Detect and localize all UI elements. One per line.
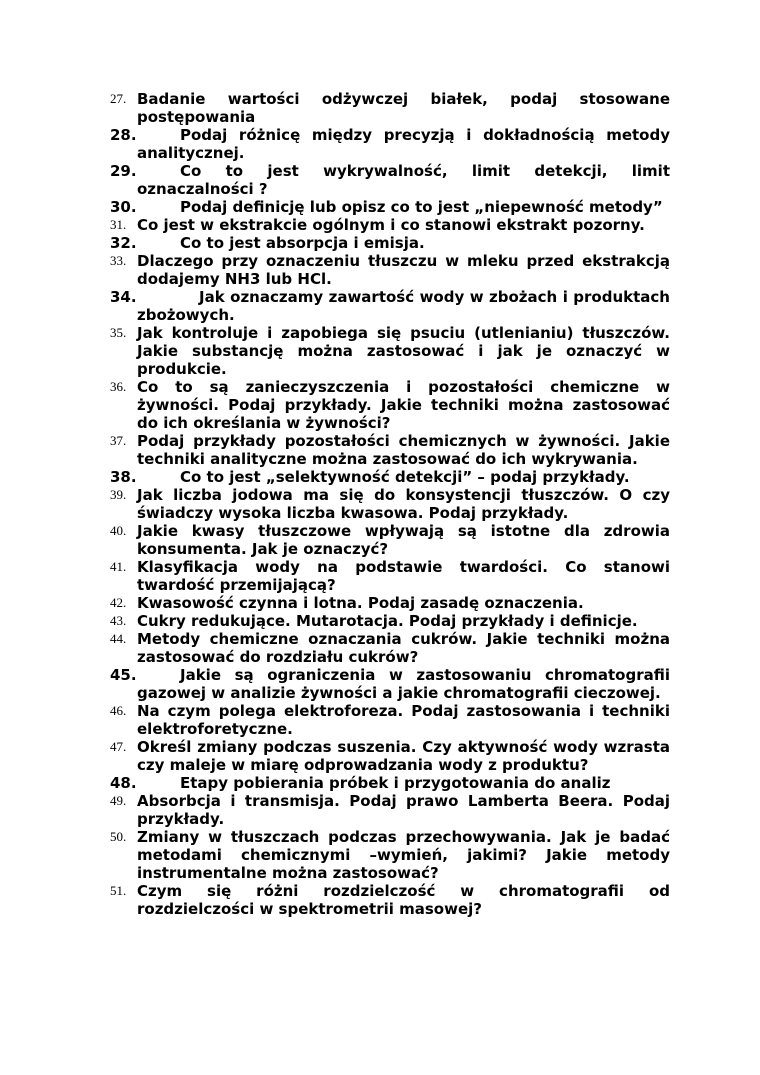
question-text: Badanie wartości odżywczej białek, podaj stosowane postępowania — [137, 90, 670, 126]
question-47 — [110, 738, 670, 774]
question-number: 31. — [110, 217, 127, 232]
question-number: 29. — [110, 162, 137, 180]
question-45 — [110, 666, 670, 702]
question-text: Co to jest wykrywalność, limit detekcji, limit oznaczalności ? — [137, 162, 670, 198]
question-40 — [110, 522, 670, 558]
question-44 — [110, 630, 670, 666]
question-text: Absorbcja i transmisja. Podaj prawo Lamberta Beera. Podaj przykłady. — [137, 792, 670, 828]
question-text: Jakie są ograniczenia w zastosowaniu chromatografii gazowej w analizie żywności a jakie chromatografii cieczowej. — [137, 666, 670, 702]
question-30 — [110, 198, 670, 216]
question-text: Dlaczego przy oznaczeniu tłuszczu w mleku przed ekstrakcją dodajemy NH3 lub HCl. — [137, 252, 670, 288]
question-number: 43. — [110, 613, 127, 628]
question-number: 34. — [110, 288, 137, 306]
question-number: 40. — [110, 523, 127, 538]
question-39 — [110, 486, 670, 522]
question-number: 45. — [110, 666, 137, 684]
question-text: Kwasowość czynna i lotna. Podaj zasadę oznaczenia. — [137, 594, 584, 612]
question-number: 27. — [110, 91, 127, 106]
question-50 — [110, 828, 670, 882]
question-text: Czym się różni rozdzielczość w chromatografii od rozdzielczości w spektrometrii masowej? — [137, 882, 670, 918]
question-33 — [110, 252, 670, 288]
question-49 — [110, 792, 670, 828]
question-number: 44. — [110, 631, 127, 646]
question-number: 39. — [110, 487, 127, 502]
question-48 — [110, 774, 670, 792]
question-number: 28. — [110, 126, 137, 144]
question-text: Określ zmiany podczas suszenia. Czy aktywność wody wzrasta czy maleje w miarę odprowadzania wody z produktu? — [137, 738, 670, 774]
question-number: 38. — [110, 468, 137, 486]
question-text: Podaj definicję lub opisz co to jest „niepewność metody” — [180, 198, 663, 216]
question-text: Co jest w ekstrakcie ogólnym i co stanowi ekstrakt pozorny. — [137, 216, 645, 234]
question-27 — [110, 90, 670, 126]
question-42 — [110, 594, 670, 612]
question-number: 33. — [110, 253, 127, 268]
question-41 — [110, 558, 670, 594]
question-text: Cukry redukujące. Mutarotacja. Podaj przykłady i definicje. — [137, 612, 638, 630]
question-text: Na czym polega elektroforeza. Podaj zastosowania i techniki elektroforetyczne. — [137, 702, 670, 738]
question-text: Co to jest „selektywność detekcji” – podaj przykłady. — [180, 468, 630, 486]
question-text: Jak kontroluje i zapobiega się psuciu (utlenianiu) tłuszczów. Jakie substancję można zastosować i jak je oznaczyć w produkcie. — [137, 324, 670, 378]
question-36 — [110, 378, 670, 432]
question-32 — [110, 234, 670, 252]
question-text: Zmiany w tłuszczach podczas przechowywania. Jak je badać metodami chemicznymi –wymień, jakimi? Jakie metody instrumentalne można zastosować? — [137, 828, 670, 882]
question-number: 49. — [110, 793, 127, 808]
question-29 — [110, 162, 670, 198]
question-number: 48. — [110, 774, 137, 792]
question-28 — [110, 126, 670, 162]
question-number: 47. — [110, 739, 127, 754]
question-text: Jak oznaczamy zawartość wody w zbożach i produktach zbożowych. — [137, 288, 670, 324]
question-number: 50. — [110, 829, 127, 844]
question-text: Jak liczba jodowa ma się do konsystencji tłuszczów. O czy świadczy wysoka liczba kwasowa. Podaj przykłady. — [137, 486, 670, 522]
question-number: 46. — [110, 703, 127, 718]
question-list — [110, 90, 670, 918]
question-number: 36. — [110, 379, 127, 394]
question-text: Podaj przykłady pozostałości chemicznych w żywności. Jakie techniki analityczne można zastosować do ich wykrywania. — [137, 432, 670, 468]
question-34 — [110, 288, 670, 324]
question-text: Co to są zanieczyszczenia i pozostałości chemiczne w żywności. Podaj przykłady. Jakie techniki można zastosować do ich określania w żywności? — [137, 378, 670, 432]
question-31 — [110, 216, 670, 234]
question-text: Metody chemiczne oznaczania cukrów. Jakie techniki można zastosować do rozdziału cukrów? — [137, 630, 670, 666]
question-text: Jakie kwasy tłuszczowe wpływają są istotne dla zdrowia konsumenta. Jak je oznaczyć? — [137, 522, 670, 558]
question-number: 32. — [110, 234, 137, 252]
question-43 — [110, 612, 670, 630]
question-text: Klasyfikacja wody na podstawie twardości. Co stanowi twardość przemijającą? — [137, 558, 670, 594]
question-text: Podaj różnicę między precyzją i dokładnością metody analitycznej. — [137, 126, 670, 162]
question-51 — [110, 882, 670, 918]
question-46 — [110, 702, 670, 738]
question-text: Co to jest absorpcja i emisja. — [180, 234, 425, 252]
question-35 — [110, 324, 670, 378]
question-number: 51. — [110, 883, 127, 898]
question-number: 41. — [110, 559, 127, 574]
question-number: 35. — [110, 325, 127, 340]
question-number: 37. — [110, 433, 127, 448]
question-38 — [110, 468, 670, 486]
question-37 — [110, 432, 670, 468]
question-number: 42. — [110, 595, 127, 610]
question-text: Etapy pobierania próbek i przygotowania do analiz — [180, 774, 611, 792]
question-number: 30. — [110, 198, 137, 216]
